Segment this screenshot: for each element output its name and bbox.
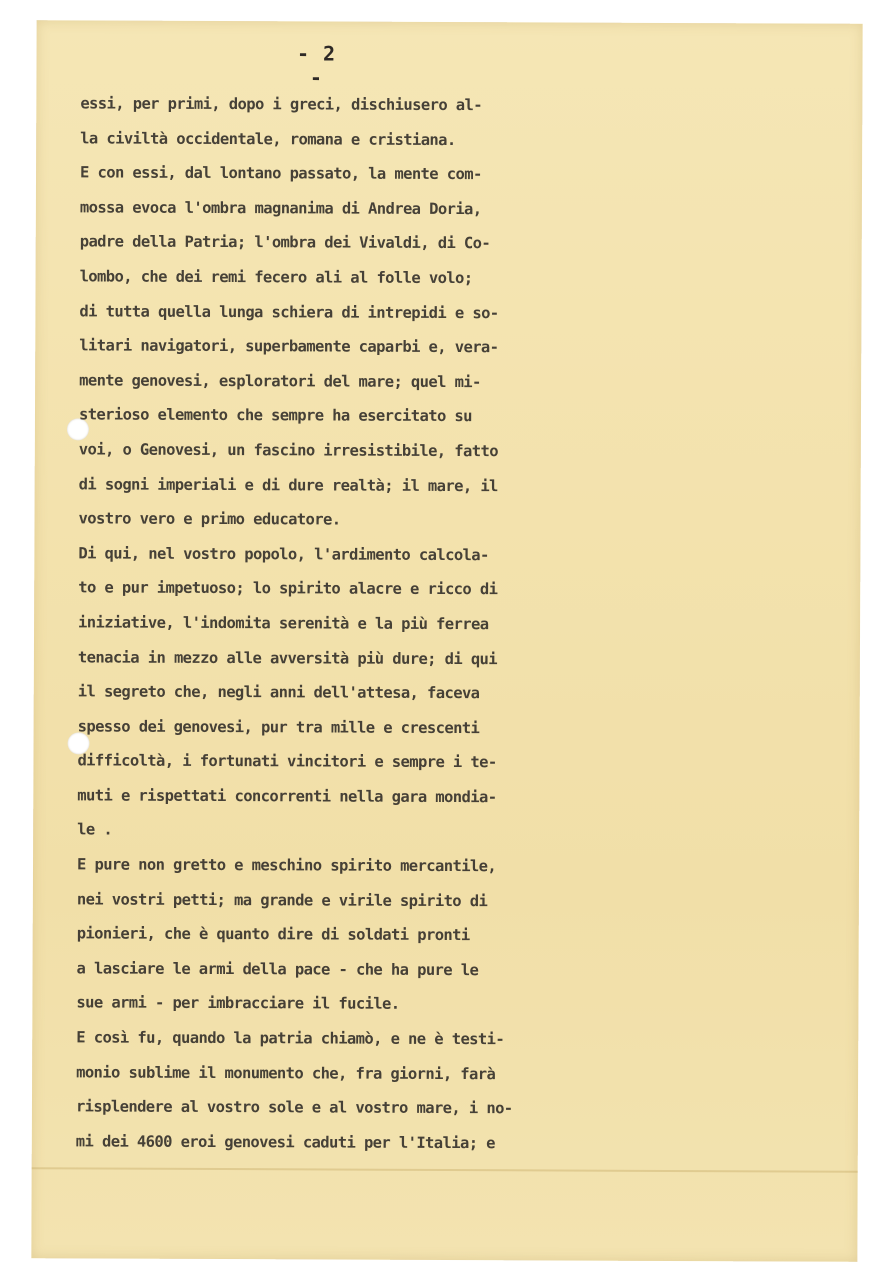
- text-line: il segreto che, negli anni dell'attesa, faceva: [77, 682, 480, 703]
- text-line: di sogni imperiali e di dure realtà; il mare, il: [78, 474, 498, 495]
- text-line: E con essi, dal lontano passato, la mente com-: [80, 163, 482, 184]
- text-line: muti e rispettati concorrenti nella gara mondia-: [77, 786, 497, 807]
- text-line: risplendere al vostro sole e al vostro mare, i no-: [75, 1097, 513, 1118]
- text-line: mossa evoca l'ombra magnanima di Andrea Doria,: [79, 198, 482, 218]
- text-line: E pure non gretto e meschino spirito mercantile,: [76, 855, 497, 876]
- page-number: - 2 -: [296, 41, 337, 90]
- text-line: di tutta quella lunga schiera di intrepidi e so-: [79, 301, 499, 322]
- text-line: mi dei 4600 eroi genovesi caduti per l'Italia; e: [75, 1132, 495, 1153]
- text-line: iniziative, l'indomita serenità e la più ferrea: [78, 613, 489, 634]
- text-line: mente genovesi, esploratori del mare; quel mi-: [79, 371, 481, 391]
- text-line: litari navigatori, superbamente caparbi e, vera-: [79, 336, 499, 357]
- text-line: lombo, che dei remi fecero ali al folle volo;: [79, 267, 473, 288]
- text-line: to e pur impetuoso; lo spirito alacre e ricco di: [78, 578, 498, 599]
- typewritten-page: [31, 20, 862, 1262]
- paper-fold-line: [32, 1167, 858, 1173]
- text-line: le .: [77, 820, 113, 840]
- typewritten-text: [76, 86, 601, 1161]
- text-line: essi, per primi, dopo i greci, dischiusero al-: [80, 94, 483, 115]
- text-line: vostro vero e primo educatore.: [78, 509, 341, 529]
- text-line: sterioso elemento che sempre ha esercitato su: [78, 405, 472, 426]
- text-line: sue armi - per imbracciare il fucile.: [76, 993, 400, 1014]
- text-line: tenacia in mezzo alle avversità più dure; di qui: [77, 647, 498, 668]
- text-line: monio sublime il monumento che, fra giorni, farà: [76, 1063, 496, 1083]
- text-line: nei vostri petti; ma grande e virile spirito di: [76, 890, 488, 910]
- text-line: E così fu, quando la patria chiamò, e ne è testi-: [76, 1028, 505, 1049]
- text-line: Di qui, nel vostro popolo, l'ardimento calcola-: [78, 544, 489, 564]
- text-line: la civiltà occidentale, romana e cristiana.: [80, 128, 456, 149]
- text-line: padre della Patria; l'ombra dei Vivaldi, di Co-: [79, 232, 491, 253]
- text-line: spesso dei genovesi, pur tra mille e crescenti: [77, 717, 480, 737]
- text-line: a lasciare le armi della pace - che ha pure le: [76, 959, 479, 979]
- text-line: voi, o Genovesi, un fascino irresistibile, fatto: [78, 440, 499, 461]
- text-line: pionieri, che è quanto dire di soldati pronti: [76, 924, 470, 945]
- text-line: difficoltà, i fortunati vincitori e sempre i te-: [77, 751, 497, 772]
